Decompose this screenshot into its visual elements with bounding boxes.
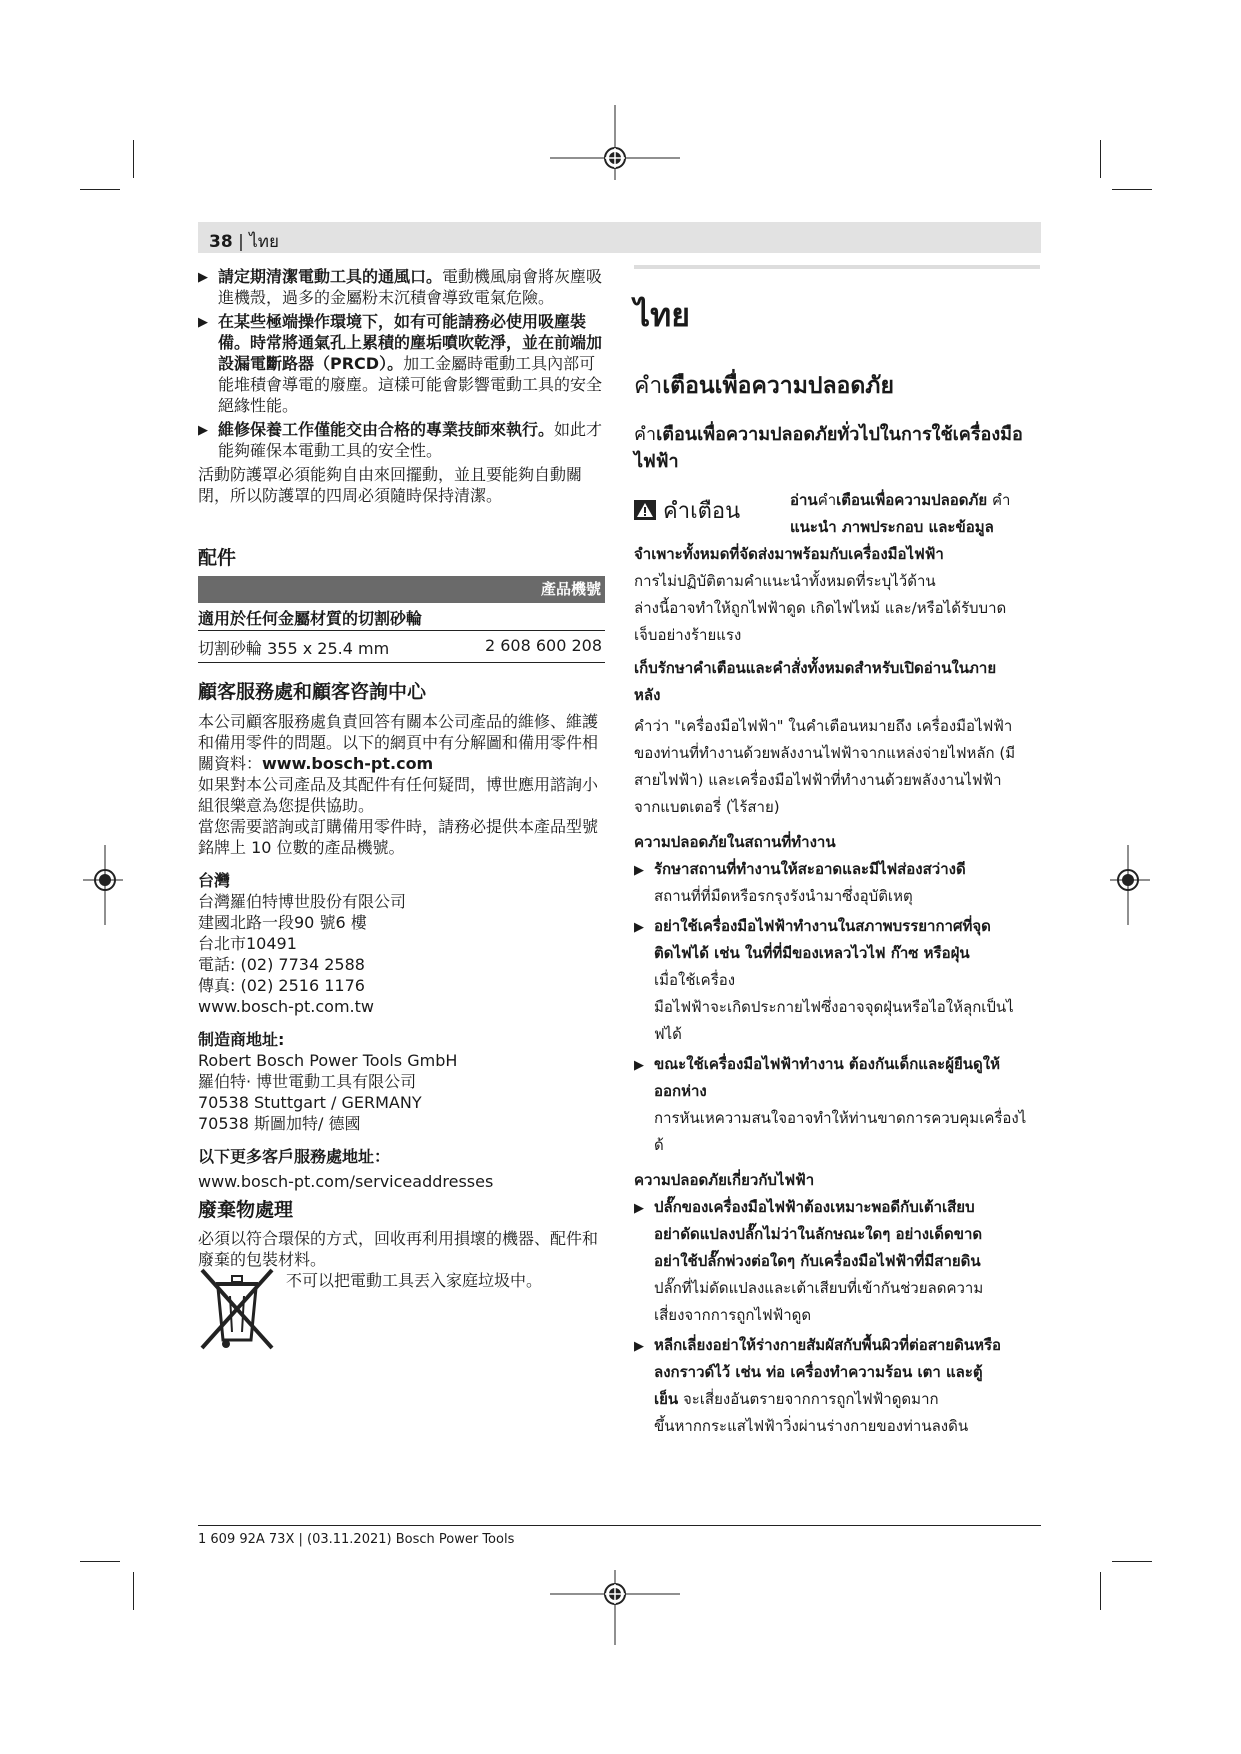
bullet-text-line: ปลั๊กที่ไม่ดัดแปลงและเต้าเสียบที่เข้ากันช่วยลดความ	[654, 1279, 984, 1297]
bullet-bold-line: ออกห่าง	[654, 1082, 707, 1100]
table-row	[198, 636, 605, 659]
warning-label: คำเตือน	[663, 499, 741, 524]
item-name: 切割砂輪 355 x 25.4 mm	[198, 639, 390, 658]
warning-line: แนะนำ ภาพประกอบ และข้อมูล	[790, 518, 994, 536]
more-url: www.bosch-pt.com/serviceaddresses	[198, 1172, 494, 1191]
bullet-text: 加工金屬時電動工具內部可能堆積會導電的廢塵。這樣可能會影響電動工具的安全絕緣性能。	[218, 354, 603, 415]
list-item	[634, 1332, 1044, 1440]
work-area-title: ความปลอดภัยในสถานที่ทำงาน	[634, 833, 836, 851]
bullet-bold-text: 請定期清潔電動工具的通風口。	[218, 267, 443, 286]
safety-heading	[634, 368, 894, 404]
disposal-title: 廢棄物處理	[198, 1199, 294, 1221]
page-number: 38	[209, 232, 233, 252]
bullet-bold-text: 在某些極端操作環境下，如有可能請務必使用吸塵裝備。時常將通氣孔上累積的塵垢噴吹乾淨，並在前端加設漏電斷路器（PRCD）。	[218, 312, 603, 373]
text-line: จากแบตเตอรี่ (ไร้สาย)	[634, 798, 780, 816]
text-line: หลัง	[634, 686, 661, 704]
heading-prefix: คำ	[634, 424, 657, 445]
registration-mark-bottom	[550, 1570, 680, 1645]
service-section	[198, 711, 603, 1192]
service-paragraph: 當您需要諮詢或訂購備用零件時，請務必提供本產品型號銘牌上 10 位數的產品機號。	[198, 817, 599, 857]
heading-bold: เตือนเพื่อความปลอดภัย	[662, 373, 894, 399]
bullet-text-line: สถานที่ที่มืดหรือรกรุงรังนำมาซึ่งอุบัติเหตุ	[654, 887, 913, 905]
left-column	[198, 266, 608, 506]
crop-mark	[1112, 189, 1152, 190]
footer-rule	[198, 1525, 1041, 1526]
warning-bold: อ่าน	[790, 491, 818, 509]
address-line: 電話: (02) 7734 2588	[198, 955, 365, 974]
taiwan-label: 台灣	[198, 871, 231, 890]
bullet-bold-line: ปลั๊กของเครื่องมือไฟฟ้าต้องเหมาะพอดีกับเต้าเสียบ	[654, 1198, 975, 1216]
accessories-title: 配件	[198, 547, 237, 569]
warning-plain: คำ	[817, 491, 837, 509]
bullet-text-line: ฟได้	[654, 1025, 682, 1043]
address-line: 台北市10491	[198, 934, 297, 953]
disposal-note: 不可以把電動工具丟入家庭垃圾中。	[286, 1271, 543, 1290]
bullet-arrow-icon: ▶	[634, 920, 644, 935]
address-line: 70538 斯圖加特/ 德國	[198, 1114, 361, 1133]
text-line: ล่างนี้อาจทำให้ถูกไฟฟ้าดูด เกิดไฟไหม้ และ/หรือได้รับบาด	[634, 599, 1007, 617]
bullet-bold-line: ขณะใช้เครื่องมือไฟฟ้าทำงาน ต้องกันเด็กและผู้ยืนดูให้	[654, 1055, 1000, 1073]
bullet-arrow-icon: ▶	[634, 1339, 644, 1354]
section-title: ไทย	[634, 296, 690, 334]
disposal-paragraph: 必須以符合環保的方式，回收再利用損壞的機器、配件和廢棄的包裝材料。	[198, 1229, 599, 1269]
guard-paragraph: 活動防護罩必須能夠自由來回擺動，並且要能夠自動關閉，所以防護罩的四周必須隨時保持清潔。	[198, 465, 583, 505]
registration-mark-right	[1110, 845, 1150, 925]
bullet-text: 電動機風扇會將灰塵吸進機殼，過多的金屬粉末沉積會導致電氣危險。	[218, 267, 603, 307]
text-line: เจ็บอย่างร้ายแรง	[634, 626, 742, 644]
bullet-bold-line: อย่าใช้เครื่องมือไฟฟ้าทำงานในสภาพบรรยากาศที่จุด	[654, 917, 991, 935]
address-line: 羅伯特· 博世電動工具有限公司	[198, 1072, 417, 1091]
crop-mark	[133, 1572, 134, 1610]
header-section: ไทย	[249, 232, 279, 252]
address-line: 傳真: (02) 2516 1176	[198, 976, 365, 995]
bullet-text-line: ด้	[654, 1136, 664, 1154]
crossed-bin-icon	[198, 1266, 276, 1350]
warning-triangle-icon	[634, 500, 656, 520]
bullet-text-line: การหันเหความสนใจอาจทำให้ท่านขาดการควบคุมเครื่องไ	[654, 1109, 1027, 1127]
address-line: 建國北路一段90 號6 樓	[198, 913, 367, 932]
heading-bold: เตือนเพื่อความปลอดภัยทั่วไปในการใช้เครื่องมือไฟฟ้า	[634, 424, 1023, 472]
address-line: 台灣羅伯特博世股份有限公司	[198, 892, 407, 911]
bullet-bold-line: หลีกเลี่ยงอย่าให้ร่างกายสัมผัสกับพื้นผิวที่ต่อสายดินหรือ	[654, 1336, 1002, 1354]
general-safety-heading	[634, 421, 1044, 475]
service-text: 本公司顧客服務處負責回答有關本公司產品的維修、維護和備用零件的問題。以下的網頁中有分解圖和備用零件相關資料：	[198, 712, 599, 773]
text-line: เก็บรักษาคำเตือนและคำสั่งทั้งหมดสำหรับเปิดอ่านในภาย	[634, 659, 997, 677]
list-item	[198, 419, 608, 461]
bullet-arrow-icon: ▶	[634, 863, 644, 878]
crop-mark	[80, 189, 120, 190]
address-line: Robert Bosch Power Tools GmbH	[198, 1051, 458, 1070]
item-number: 2 608 600 208	[484, 636, 602, 655]
crop-mark	[1112, 1561, 1152, 1562]
bullet-arrow-icon: ▶	[634, 1058, 644, 1073]
crop-mark	[1100, 140, 1101, 178]
service-title: 顧客服務處和顧客咨詢中心	[198, 681, 427, 703]
list-item	[634, 1194, 1044, 1329]
list-item	[198, 266, 608, 308]
bullet-arrow-icon: ▶	[634, 1201, 644, 1216]
disposal-section	[198, 1228, 603, 1270]
bullet-bold-line: เย็น	[654, 1390, 679, 1408]
registration-mark-top	[550, 105, 680, 180]
warning-plain: คำ	[987, 491, 1011, 509]
bullet-text-line: เสี่ยงจากการถูกไฟฟ้าดูด	[654, 1306, 812, 1324]
text-line: ของท่านที่ทำงานด้วยพลังงานไฟฟ้าจากแหล่งจ่ายไฟหลัก (มี	[634, 744, 1016, 762]
table-divider	[198, 662, 605, 663]
bullet-bold-text: 維修保養工作僅能交由合格的專業技師來執行。	[218, 420, 555, 439]
section-rule	[634, 265, 1040, 269]
list-item	[634, 913, 1044, 1048]
address-line: www.bosch-pt.com.tw	[198, 997, 374, 1016]
list-item	[634, 856, 1044, 910]
crop-mark	[133, 140, 134, 178]
bullet-text-line: เมื่อใช้เครื่อง	[654, 971, 736, 989]
electrical-title: ความปลอดภัยเกี่ยวกับไฟฟ้า	[634, 1171, 815, 1189]
right-body	[634, 541, 1044, 1443]
text-line: คำว่า "เครื่องมือไฟฟ้า" ในคำเตือนหมายถึง เครื่องมือไฟฟ้า	[634, 717, 1013, 735]
table-header: 產品機號	[198, 576, 605, 603]
crop-mark	[1100, 1572, 1101, 1610]
bullet-arrow-icon: ▶	[198, 315, 208, 330]
warning-text	[790, 487, 1045, 541]
service-url: www.bosch-pt.com	[262, 754, 434, 773]
warning-box	[634, 493, 740, 528]
warning-line: จำเพาะทั้งหมดที่จัดส่งมาพร้อมกับเครื่องมือไฟฟ้า	[634, 545, 944, 563]
registration-mark-left	[83, 845, 123, 925]
table-group-label: 適用於任何金屬材質的切割砂輪	[198, 609, 423, 628]
text-line: สายไฟฟ้า) และเครื่องมือไฟฟ้าที่ทำงานด้วยพลังงานไฟฟ้า	[634, 771, 1002, 789]
list-item	[198, 311, 608, 416]
bullet-text-line: ขึ้นหากกระแสไฟฟ้าวิ่งผ่านร่างกายของท่านลงดิน	[654, 1417, 969, 1435]
bullet-arrow-icon: ▶	[198, 423, 208, 438]
bullet-bold-line: ติดไฟได้ เช่น ในที่ที่มีของเหลวไวไฟ ก๊าซ หรือฝุ่น	[654, 944, 970, 962]
bullet-bold-line: รักษาสถานที่ทำงานให้สะอาดและมีไฟส่องสว่างดี	[654, 860, 966, 878]
list-item	[634, 1051, 1044, 1159]
bullet-bold-line: ลงกราวด์ไว้ เช่น ท่อ เครื่องทำความร้อน เตา และตู้	[654, 1363, 983, 1381]
warning-line	[790, 487, 1045, 514]
bullet-bold-line: อย่าดัดแปลงปลั๊กไม่ว่าในลักษณะใดๆ อย่างเด็ดขาด	[654, 1225, 983, 1243]
service-paragraph	[198, 711, 603, 774]
heading-prefix: คำ	[634, 373, 663, 399]
page-header: 38 | ไทย	[209, 232, 279, 252]
service-paragraph: 如果對本公司產品及其配件有任何疑問，博世應用諮詢小組很樂意為您提供協助。	[198, 775, 599, 815]
crop-mark	[80, 1561, 120, 1562]
bullet-text-line: มือไฟฟ้าจะเกิดประกายไฟซึ่งอาจจุดฝุ่นหรือไอให้ลุกเป็นไ	[654, 998, 1014, 1016]
page-header-bar	[198, 222, 1041, 253]
bullet-arrow-icon: ▶	[198, 270, 208, 285]
table-divider	[198, 630, 605, 631]
more-label: 以下更多客戶服務處地址：	[198, 1147, 391, 1166]
address-line: 70538 Stuttgart / GERMANY	[198, 1093, 422, 1112]
bullet-text: 如此才能夠確保本電動工具的安全性。	[218, 420, 603, 460]
warning-bold: เตือนเพื่อความปลอดภัย	[836, 491, 988, 509]
bullet-text-line: จะเสี่ยงอันตรายจากการถูกไฟฟ้าดูดมาก	[682, 1390, 939, 1408]
footer-text: 1 609 92A 73X | (03.11.2021) Bosch Power Tools	[198, 1532, 515, 1547]
text-line: การไม่ปฏิบัติตามคำแนะนำทั้งหมดที่ระบุไว้ด้าน	[634, 572, 936, 590]
maker-label: 制造商地址:	[198, 1030, 285, 1049]
bullet-bold-line: อย่าใช้ปลั๊กพ่วงต่อใดๆ กับเครื่องมือไฟฟ้าที่มีสายดิน	[654, 1252, 981, 1270]
